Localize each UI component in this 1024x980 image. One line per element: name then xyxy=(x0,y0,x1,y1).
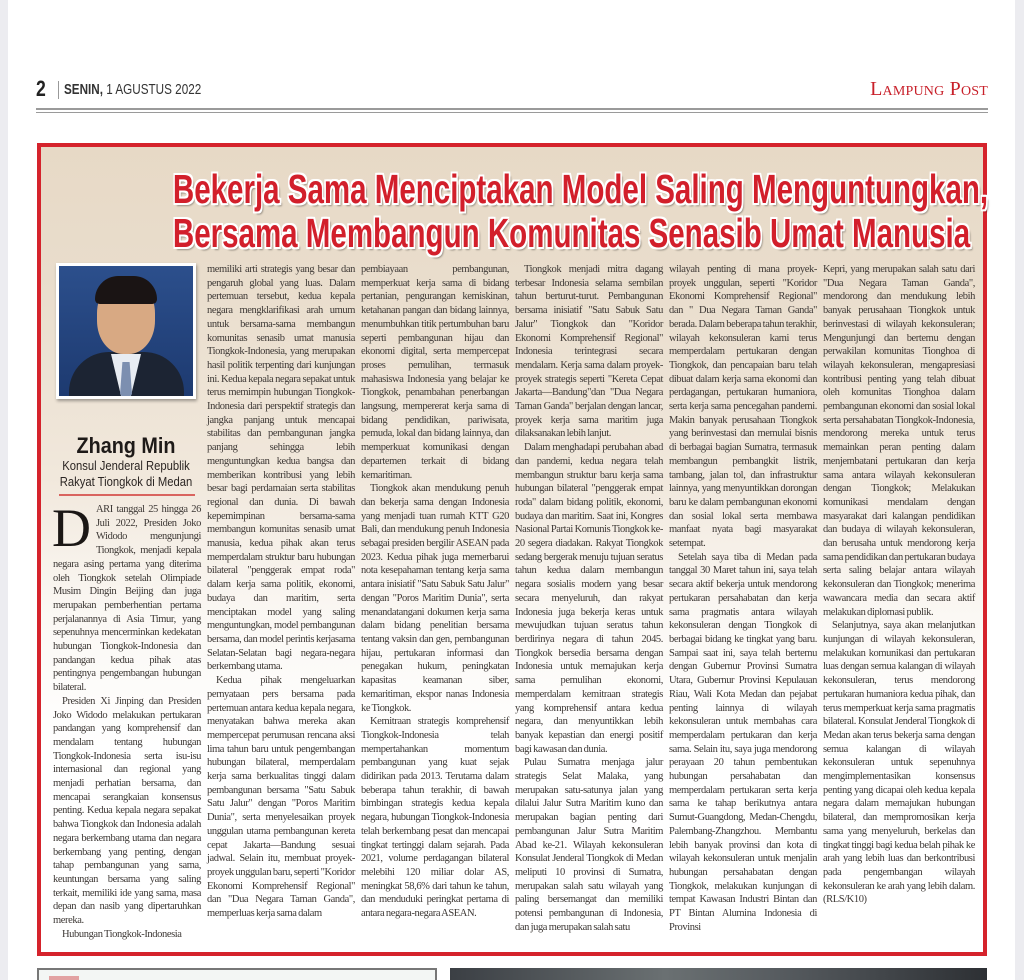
byline-divider xyxy=(59,494,195,496)
paragraph: pembiayaan pembangunan, memperkuat kerja sama di bidang pertanian, pengurangan kemiskinan, ketahanan pangan dan bidang lainnya, menumbuhkan titik pertumbuhan baru seperti pembangunan hijau dan ekonomi digital, serta mempercepat proses pemulihan, termasuk mahasiswa Indonesia yang belajar ke Tiongkok, penambahan penerbangan langsung, mempererat kerja sama di bidang pendidikan, pariwisata, pemuda, lokal dan bidang lainnya, dan memperkuat komunikasi dengan departemen terkait di bidang kemaritiman. xyxy=(361,264,509,481)
paragraph: Tiongkok akan mendukung penuh dan bekerja sama dengan Indonesia yang menjadi tuan rumah KTT G20 Bali, dan mendukung penuh Indonesia sebagai presiden bergilir ASEAN pada 2023. Kedua pihak juga memerbarui nota kesepahaman tentang kerja sama antara inisiatif "Satu Sabuk Satu Jalur" dengan "Poros Maritim Dunia", serta menandatangani dokumen kerja sama dalam bidang penelitian bersama tentang vaksin dan gen, pembangunan hijau, pertukaran informasi dan penegakan hukum, peningkatan kapasitas keamanan siber, kemaritiman, ekspor nanas Indonesia ke Tiongkok. xyxy=(361,483,509,714)
masthead-rule-thin xyxy=(36,112,988,113)
headline-line-1: Bekerja Sama Menciptakan Model Saling Menguntungkan, xyxy=(172,166,989,212)
article-column-5 xyxy=(669,263,817,934)
page-number: 2 xyxy=(36,76,46,101)
article-box xyxy=(37,143,987,956)
author-name: Zhang Min xyxy=(76,433,176,458)
paragraph: Hubungan Tiongkok-Indonesia xyxy=(62,928,182,940)
masthead-separator xyxy=(58,81,59,99)
article-headline xyxy=(41,166,989,256)
dateline xyxy=(64,81,201,98)
article-column-4 xyxy=(515,263,663,934)
article-column-2 xyxy=(207,263,355,921)
dateline-date: 1 AGUSTUS 2022 xyxy=(106,81,202,98)
next-article-panel xyxy=(37,968,437,980)
article-column-1 xyxy=(52,498,201,942)
paragraph: ARI tanggal 25 hingga 26 Juli 2022, Presiden Joko Widodo mengunjungi Tiongkok, menjadi kepala negara asing pertama yang diterima oleh Tiongkok setelah Olimpiade Musim Dingin Beijing dan juga merupakan pemberhentian pertama perjalanannya di Asia Timur, yang sepenuhnya mencerminkan kedekatan hubungan Tiongkok-Indonesia dan pandangan kedua pihak atas pentingnya pengembangan hubungan bilateral. xyxy=(53,504,201,694)
paragraph: Setelah saya tiba di Medan pada tanggal 30 Maret tahun ini, saya telah secara aktif bekerja untuk mendorong pertukaran persahabatan dan kerja sama pragmatis antara wilayah kekonsuleran dengan Tiongkok di berbagai bidang ke tingkat yang baru. Sampai saat ini, saya telah bertemu dengan Gubernur Provinsi Sumatra Utara, Gubernur Provinsi Kepulauan Riau, Wali Kota Medan dan pejabat penting lainnya di wilayah kekonsuleran untuk membahas cara memperdalam pertukaran dan kerja sama. Selain itu, saya juga mendorong perayaan 20 tahun pembentukan hubungan persahabatan dan memperdalam pertukaran serta kerja sama ke tahap berikutnya antara Sumut-Guangdong, Medan-Chengdu, Palembang-Zhangzhou. Membantu lebih banyak provinsi dan kota di wilayah kekonsuleran untuk menjalin hubungan persahabatan dengan Tiongkok, melakukan kunjungan di tempat Kawasan Industri Bintan dan PT Bintan Alumina Indonesia di Provinsi xyxy=(669,551,817,933)
paragraph: Kedua pihak mengeluarkan pernyataan pers bersama pada pertemuan antara kedua kepala negara, menyatakan bahwa mereka akan mempercepat perumusan rencana aksi lima tahun baru untuk pengembangan hubungan bilateral, memperdalam kerja sama berkualitas tinggi dalam pembangunan bersama "Satu Sabuk Satu Jalur" dengan "Poros Maritim Dunia", serta menyelesaikan proyek unggulan utama pembangunan kereta cepat Jakarta—Bandung sesuai jadwal. Selain itu, membuat proyek-proyek unggulan baru, seperti "Koridor Ekonomi Komprehensif Regional" dan "Dua Negara Taman Ganda", memperluas kerja sama dalam xyxy=(207,675,355,920)
article-column-3 xyxy=(361,263,509,921)
newspaper-brand: Lampung Post xyxy=(870,78,988,100)
next-article-photo xyxy=(450,968,987,980)
paragraph: Dalam menghadapi perubahan abad dan pandemi, kedua negara telah membangun struktur baru kerja sama hubungan bilateral "penggerak empat roda" dalam bidang politik, ekonomi, budaya dan maritim. Saat ini, Kongres Nasional Partai Komunis Tiongkok ke-20 segera diadakan. Rakyat Tiongkok sedang bergerak menuju tujuan seratus tahun kedua dalam membangun negara sosialis modern yang besar secara menyeluruh, dan rakyat Indonesia juga bekerja keras untuk mewujudkan tujuan seratus tahun berdirinya negara di tahun 2045. Tiongkok bersedia bersama dengan Indonesia untuk memajukan kerja sama pemulihan ekonomi, memperdalam kemitraan strategis yang komprehensif antara kedua negara, dan menyuntikkan lebih banyak kepastian dan energi positif bagi kawasan dan dunia. xyxy=(515,442,663,755)
paragraph: Pulau Sumatra menjaga jalur strategis Selat Malaka, yang merupakan satu-satunya jalan yang dilalui Jalur Sutra Maritim kuno dan merupakan bagian penting dari pembangunan Jalur Sutra Maritim Abad ke-21. Wilayah kekonsuleran Konsulat Jenderal Tiongkok di Medan meliputi 10 provinsi di Sumatra, merupakan salah satu wilayah yang paling bersemangat dan memiliki potensi pembangunan di Indonesia, dan juga merupakan salah satu xyxy=(515,757,663,933)
paragraph: memiliki arti strategis yang besar dan pengaruh global yang luas. Dalam pertemuan tersebut, kedua kepala negara mengklarifikasi arah umum untuk bersama-sama membangun komunitas senasib umat manusia Tiongkok-Indonesia, yang merupakan hasil politik terpenting dari kunjungan ini. Kedua kepala negara sepakat untuk terus memimpin hubungan Tiongkok-Indonesia dari perspektif strategis dan jangka panjang untuk mencapai stabilitas dan pembangunan jangka panjang sehingga lebih menguntungkan kedua bangsa dan memberikan kontribusi yang lebih besar bagi perdamaian serta stabilitas regional dan dunia. Di bawah kepemimpinan bersama-sama membangun komunitas senasib umat manusia, kedua pihak akan terus memperdalam struktur baru hubungan bilateral "penggerak empat roda" dalam kerja sama politik, ekonomi, budaya dan maritim, serta menciptakan model yang saling menguntungkan, model pembangunan bersama, dan model perintis kerjasama Selatan-Selatan bagi negara-negara berkembang utama. xyxy=(207,264,355,673)
headline-line-2: Bersama Membangun Komunitas Senasib Umat Manusia xyxy=(172,210,971,256)
paragraph: Kemitraan strategis komprehensif Tiongkok-Indonesia telah mempertahankan momentum pembangunan yang kuat sejak didirikan pada 2013. Terutama dalam beberapa tahun terakhir, di bawah bimbingan strategis kedua kepala negara, hubungan Tiongkok-Indonesia telah berkembang pesat dan mencapai tingkat tertinggi dalam sejarah. Pada 2021, volume perdagangan bilateral melebihi 120 miliar dolar AS, meningkat 58,6% dari tahun ke tahun, dan menduduki peringkat pertama di antara negara-negara ASEAN. xyxy=(361,716,509,920)
paragraph: Presiden Xi Jinping dan Presiden Joko Widodo melakukan pertukaran pandangan yang komprehensif dan mendalam tentang hubungan Tiongkok-Indonesia serta isu-isu internasional dan regional yang menjadi perhatian bersama, dan mencapai serangkaian konsensus penting. Kedua kepala negara sepakat bahwa Tiongkok dan Indonesia adalah negara berkembang utama dan negara berkembang yang penting, dengan tahap pembangunan yang sama, keuntungan bersama yang saling terkait, memiliki ide yang sama, masa depan dan nasib yang dipertaruhkan mereka. xyxy=(53,695,201,927)
drop-cap: D xyxy=(52,498,91,558)
author-role: Konsul Jenderal Republik Rakyat Tiongkok di Medan xyxy=(59,459,193,489)
page-edge-left xyxy=(0,0,8,980)
article-column-6 xyxy=(823,263,975,907)
paragraph: Kepri, yang merupakan salah satu dari "Dua Negara Taman Ganda", mendorong dan mendukung lebih banyak perusahaan Tiongkok untuk berinvestasi di wilayah kekonsuleran; Mengunjungi dan bertemu dengan perwakilan komunitas Tionghoa di wilayah kekonsuleran, mengapresiasi kontribusi penting yang telah dibuat oleh komunitas Tionghoa dalam pembangunan ekonomi dan sosial lokal serta persahabatan Tiongkok-Indonesia, mendorong mereka untuk terus memainkan peran penting dalam menjembatani pertukaran dan kerja sama antara wilayah kekonsuleran dengan Tiongkok; Melakukan komunikasi mendalam dengan masyarakat dari kalangan pendidikan dan budaya di wilayah kekonsuleran, dan berusaha untuk mendorong kerja sama pendidikan dan pertukaran budaya serta saling belajar antara wilayah kekonsuleran dan Tiongkok; menerima wawancara media dan secara aktif melakukan diplomasi publik. xyxy=(823,264,975,618)
dateline-day: SENIN, xyxy=(64,81,104,98)
paragraph: wilayah penting di mana proyek-proyek unggulan, seperti "Koridor Ekonomi Komprehensif Regional" dan " Dua Negara Taman Ganda" berada. Dalam beberapa tahun terakhir, wilayah kekonsuleran kami terus memperdalam pertukaran dengan Tiongkok, dan pencapaian baru telah dibuat dalam kerja sama ekonomi dan perdagangan, pertukaran humaniora, serta kerja sama pencegahan pandemi. Makin banyak perusahaan Tiongkok yang berinvestasi dan memulai bisnis di berbagai bagian Sumatra, termasuk membangun pembangkit listrik, tambang, jalan tol, dan infrastruktur lainnya, yang menyuntikkan dorongan baru ke dalam pembangunan ekonomi dan sosial lokal serta membawa manfaat nyata bagi masyarakat setempat. xyxy=(669,264,817,550)
paragraph: Tiongkok menjadi mitra dagang terbesar Indonesia selama sembilan tahun berturut-turut. Pembangunan bersama inisiatif "Satu Sabuk Satu Jalur" Tiongkok dan "Koridor Ekonomi Komprehensif Regional" Indonesia terintegrasi secara mendalam. Kerja sama dalam proyek-proyek strategis seperti "Kereta Cepat Jakarta—Bandung"dan "Dua Negara Taman Ganda" berjalan dengan lancar, proyek kerja sama maritim juga dilaksanakan lebih lanjut. xyxy=(515,264,663,440)
page-edge-right xyxy=(1015,0,1024,980)
masthead-rule xyxy=(36,108,988,110)
masthead xyxy=(36,76,988,104)
author-photo xyxy=(56,263,196,399)
paragraph: Selanjutnya, saya akan melanjutkan kunjungan di wilayah kekonsuleran, melakukan komunikasi dan pertukaran luas dengan semua kalangan di wilayah kekonsuleran, terus mendorong pertukaran humaniora kedua pihak, dan terus memperkuat kerja sama pragmatis bilateral. Konsulat Jenderal Tiongkok di Medan akan terus bekerja sama dengan semua kalangan di wilayah kekonsuleran untuk sepenuhnya mengimplementasikan konsensus penting yang dicapai oleh kedua kepala negara dalam memajukan hubungan bilateral, dan mempromosikan kerja sama yang menyeluruh, berkelas dan tingkat tinggi bagi kedua belah pihak ke arah yang lebih luas dan berkontribusi pada pengembangan wilayah kekonsuleran ke arah yang lebih dalam. (RLS/K10) xyxy=(823,620,975,906)
